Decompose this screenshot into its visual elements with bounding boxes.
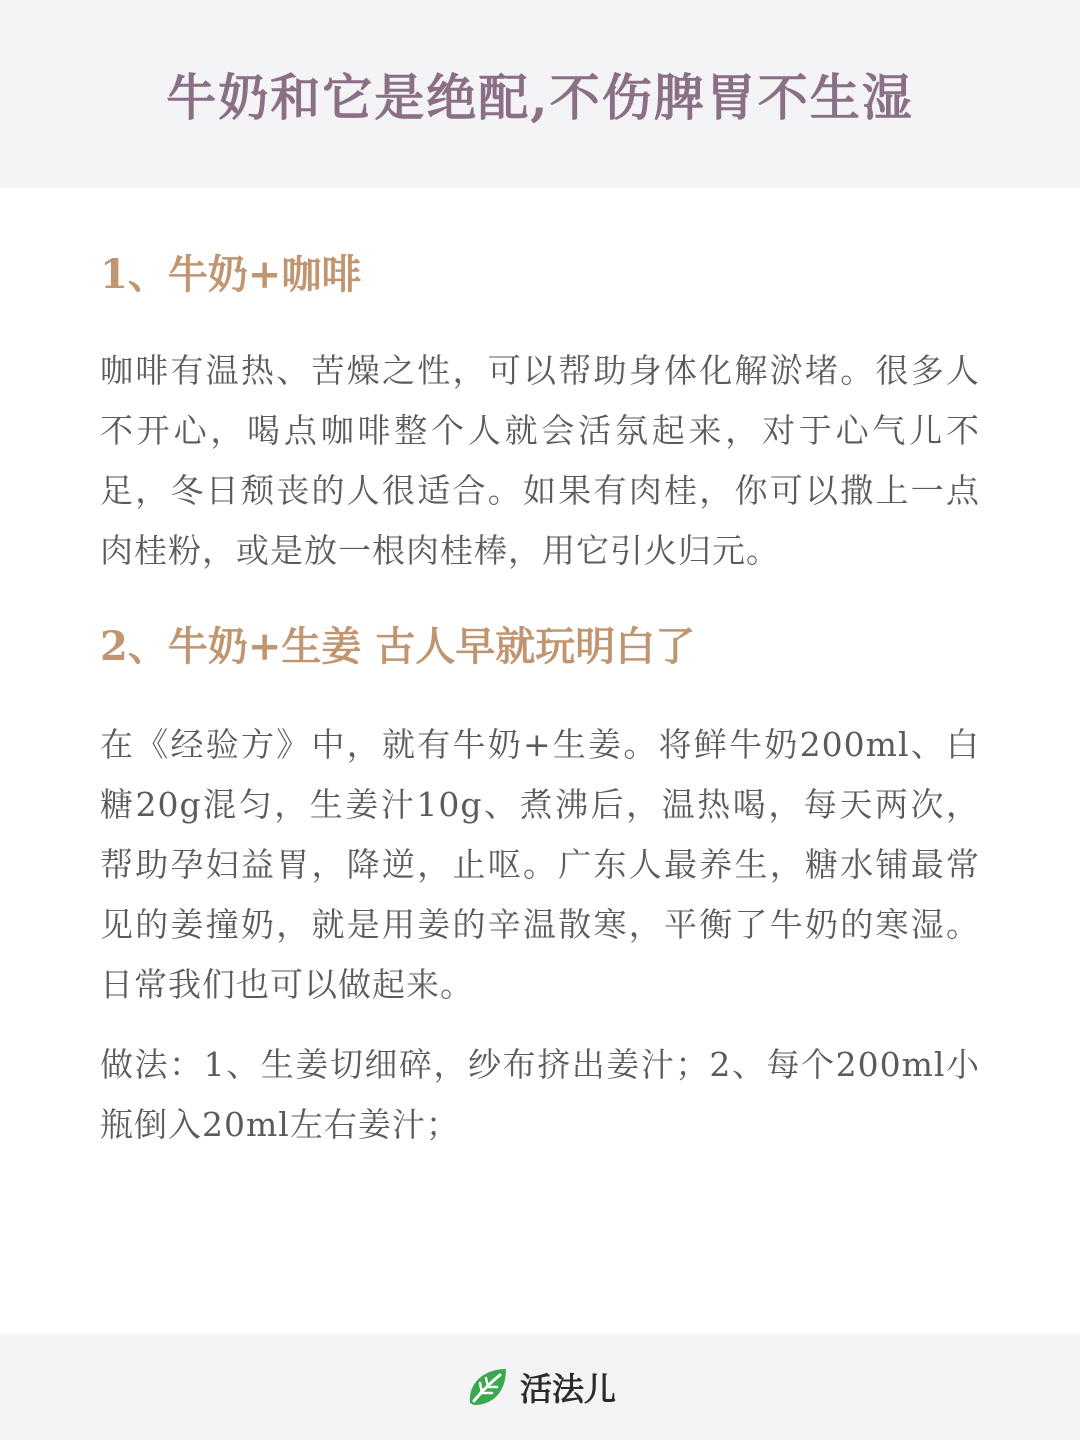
header-banner: [0, 0, 1080, 188]
leaf-icon: [464, 1363, 512, 1411]
section-method-ginger: 做法：1、生姜切细碎，纱布挤出姜汁；2、每个200ml小瓶倒入20ml左右姜汁；: [100, 1045, 980, 1144]
section-title-coffee: 1、牛奶+咖啡: [100, 251, 362, 298]
article-content: [100, 245, 980, 1155]
footer-bar: [0, 1334, 1080, 1440]
section-paragraph-coffee: 咖啡有温热、苦燥之性，可以帮助身体化解淤堵。很多人不开心，喝点咖啡整个人就会活氛起来，对于心气儿不足，冬日颓丧的人很适合。如果有肉桂，你可以撒上一点肉桂粉，或是放一根肉桂棒，用它引火归元。: [100, 351, 980, 570]
section-paragraph-ginger: 在《经验方》中，就有牛奶+生姜。将鲜牛奶200ml、白糖20g混匀，生姜汁10g、煮沸后，温热喝，每天两次，帮助孕妇益胃，降逆，止呕。广东人最养生，糖水铺最常见的姜撞奶，就是用姜的辛温散寒，平衡了牛奶的寒湿。日常我们也可以做起来。: [100, 725, 980, 1004]
page-title: 牛奶和它是绝配,不伤脾胃不生湿: [166, 68, 914, 127]
brand-name: 活法儿: [519, 1370, 616, 1408]
section-title-ginger: 2、牛奶+生姜 古人早就玩明白了: [100, 623, 696, 670]
